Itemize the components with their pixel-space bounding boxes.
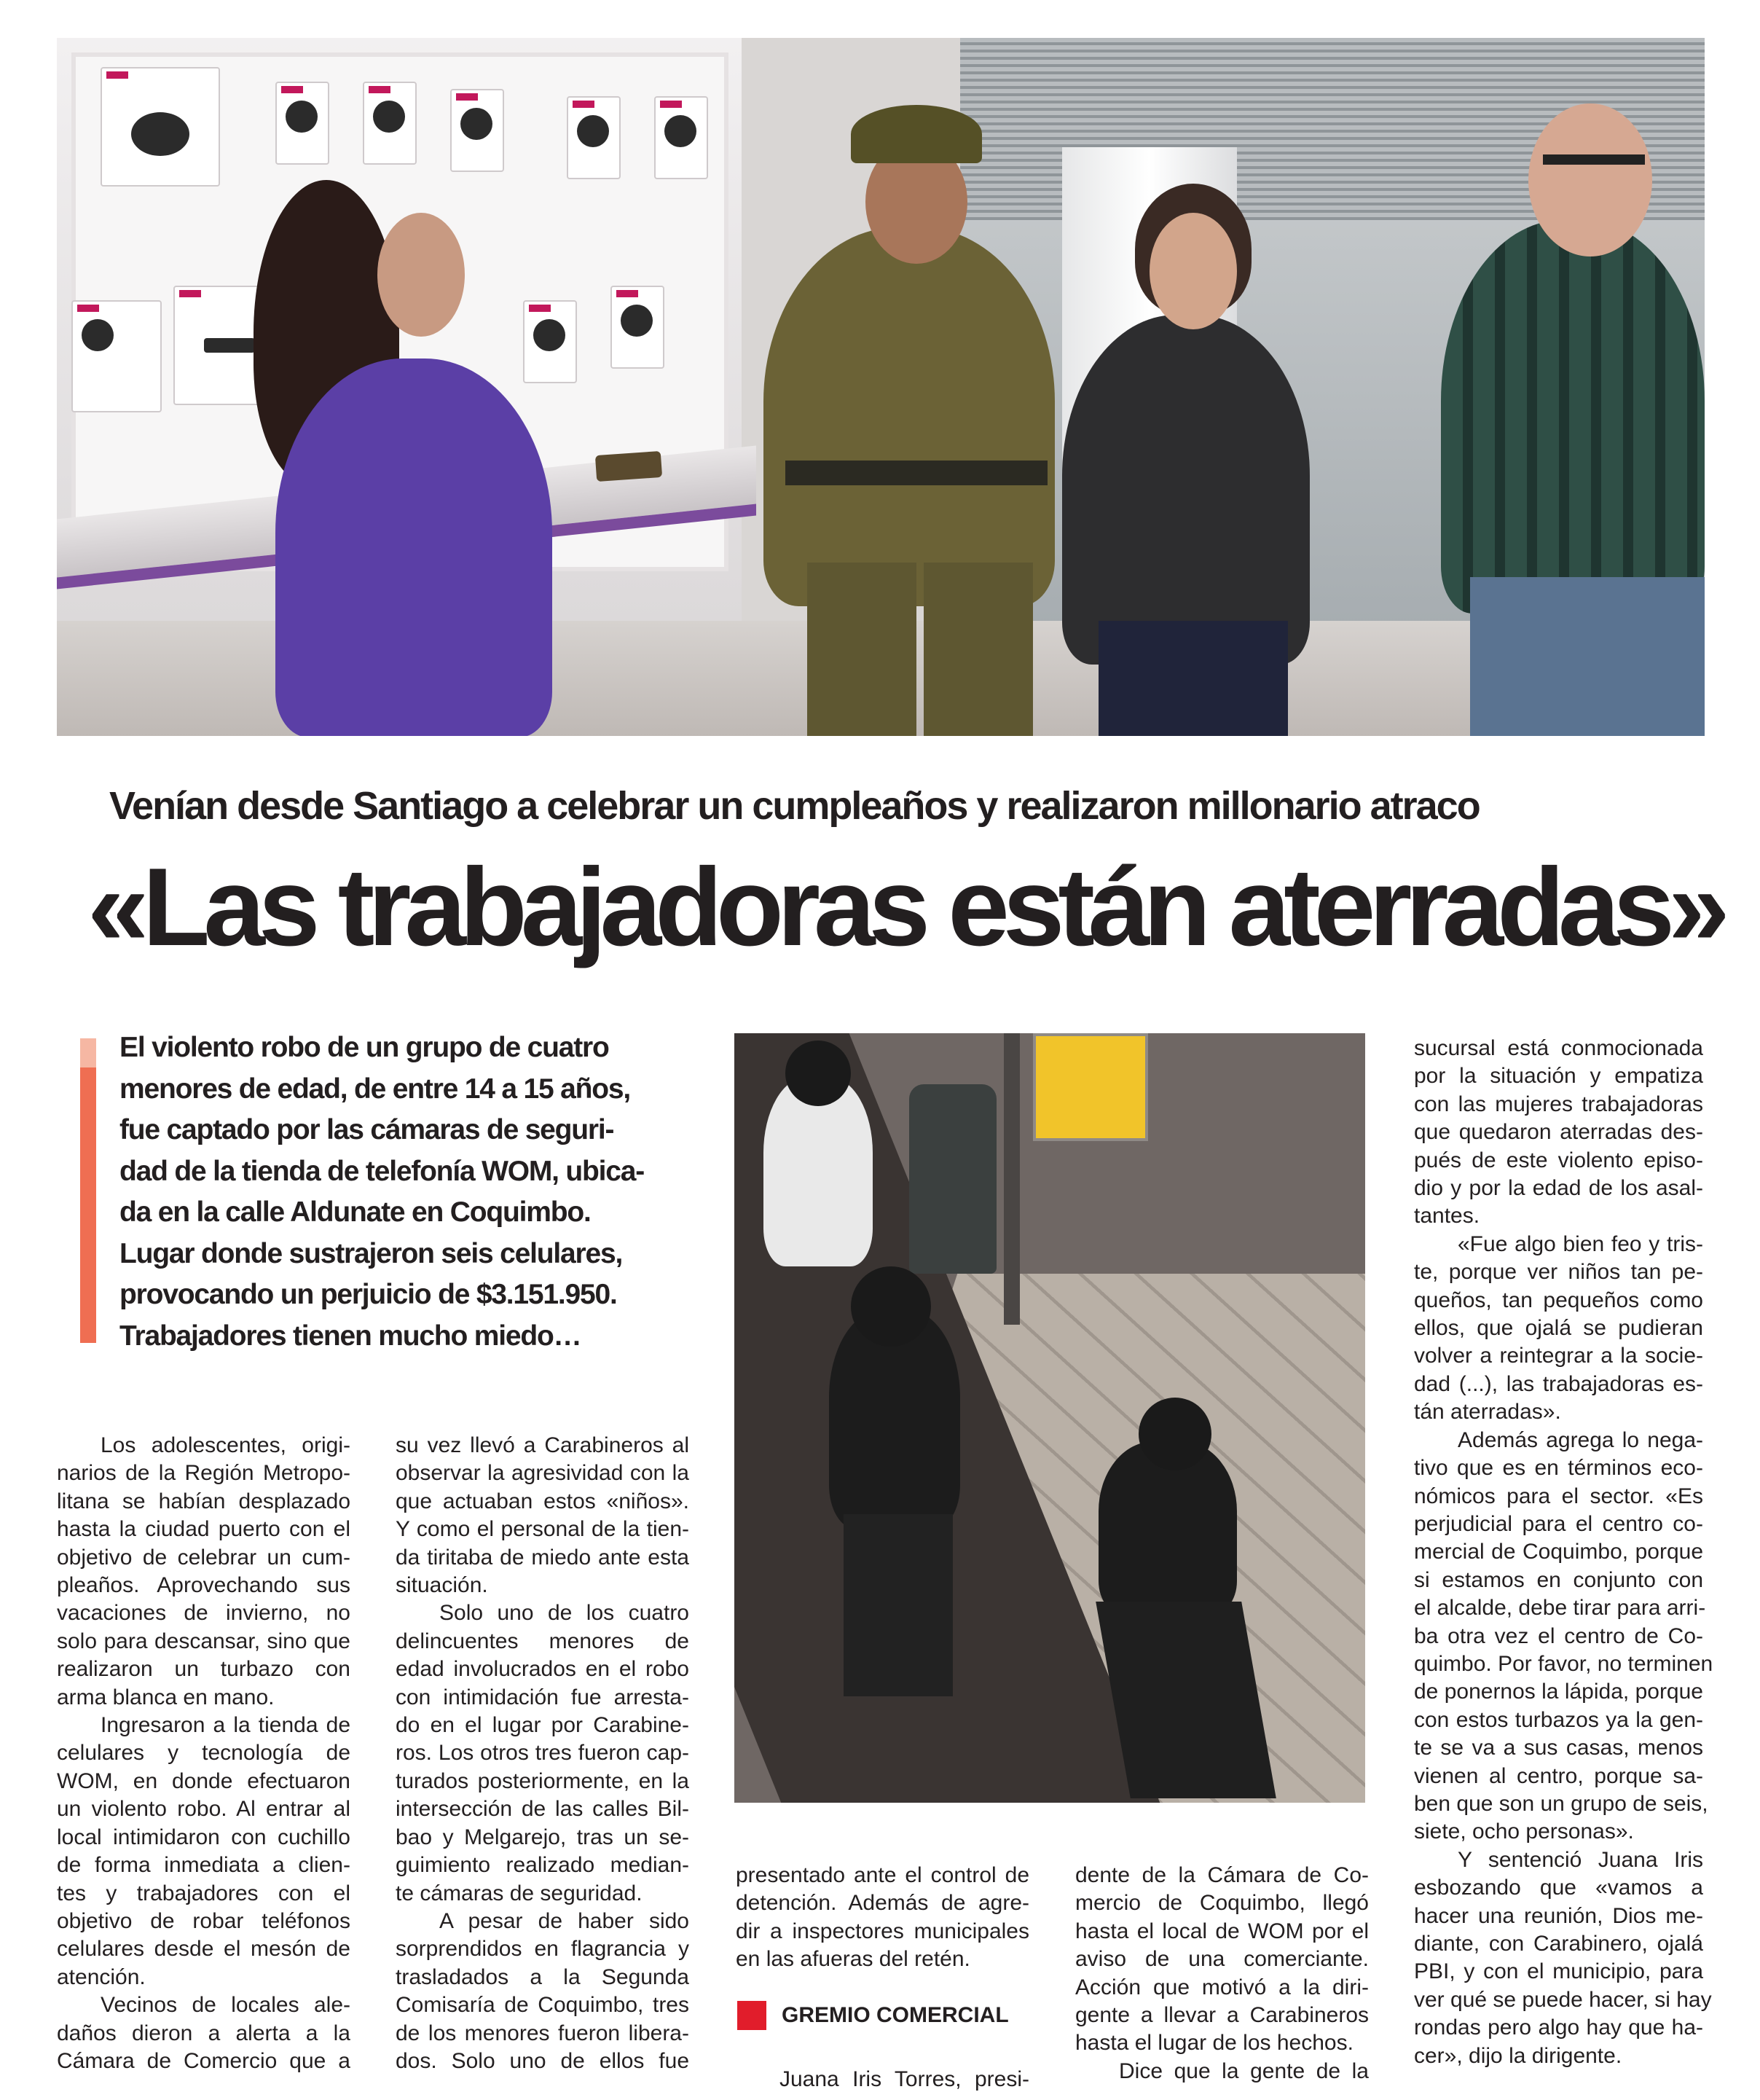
text-line: te, porque ver niños tan pe- (1414, 1260, 1703, 1285)
officer-legs (924, 563, 1033, 736)
text-line: Vecinos de locales ale- (101, 1993, 350, 2018)
text-line: con estos turbazos ya la gen- (1414, 1707, 1703, 1732)
text-line: hasta la ciudad puerto con el (57, 1517, 350, 1542)
trash-bin (909, 1084, 997, 1274)
text-line: atención. (57, 1964, 146, 1989)
product-card (71, 300, 162, 412)
lead-paragraph (119, 1027, 673, 1357)
officer-belt (785, 461, 1048, 485)
text-line: de ponernos la lápida, porque (1414, 1680, 1703, 1704)
text-line: edad involucrados en el robo (396, 1657, 689, 1682)
text-line: cer», dijo la dirigente. (1414, 2043, 1622, 2068)
text-line: perjudicial para el centro co- (1414, 1511, 1703, 1536)
text-line: hasta el lugar de los hechos. (1075, 2031, 1354, 2056)
text-line: Los adolescentes, origi- (101, 1433, 350, 1457)
product-card (450, 89, 504, 172)
man-jeans (1470, 577, 1705, 736)
text-line: que quedaron aterradas des- (1414, 1120, 1703, 1145)
text-line: delincuentes menores de (396, 1629, 689, 1653)
text-line: WOM, en donde efectuaron (57, 1768, 350, 1793)
woman-trousers (1099, 621, 1288, 736)
text-line: Juana Iris Torres, presi- (779, 2067, 1029, 2091)
text-line: con las mujeres trabajadoras (1414, 1092, 1703, 1116)
text-line: dio y por la edad de los asal- (1414, 1176, 1703, 1201)
text-line: quimbo. Por favor, no terminen (1414, 1651, 1713, 1676)
body-column-3-continued (736, 2066, 1029, 2093)
text-line: te se va a sus casas, menos (1414, 1736, 1703, 1760)
text-line: mercial de Coquimbo, porque (1414, 1540, 1703, 1564)
text-line: esbozando que «vamos a (1414, 1876, 1703, 1900)
teen-head (1139, 1398, 1211, 1470)
text-line: ben que son un grupo de seis, (1414, 1791, 1708, 1816)
yellow-planter (1033, 1033, 1148, 1141)
lead-accent-bar-top (80, 1038, 96, 1067)
text-line: narios de la Región Metropo- (57, 1461, 350, 1486)
text-line: objetivo de robar teléfonos (57, 1908, 350, 1933)
woman-face (1150, 213, 1237, 329)
text-line: Acción que motivó a la diri- (1075, 1975, 1369, 1999)
text-line: solo para descansar, sino que (57, 1629, 350, 1653)
text-line: Dice que la gente de la (1119, 2058, 1369, 2083)
text-line: vacaciones de invierno, no (57, 1601, 350, 1626)
text-line: turados posteriormente, en la (396, 1768, 689, 1793)
text-line: objetivo de celebrar un cum- (57, 1545, 350, 1570)
text-line: litana se habían desplazado (57, 1489, 350, 1513)
lead-accent-bar (80, 1067, 96, 1343)
text-line: celulares desde el mesón de (57, 1937, 350, 1962)
text-line: tán aterradas». (1414, 1400, 1561, 1425)
text-line: PBI, y con el municipio, para (1414, 1959, 1703, 1984)
lead-line: fue captado por las cámaras de seguri- (119, 1114, 614, 1145)
subheading: GREMIO COMERCIAL (782, 2003, 1009, 2027)
lead-line: provocando un perjuicio de $3.151.950. (119, 1279, 617, 1310)
text-line: mercio de Coquimbo, llegó (1075, 1891, 1369, 1916)
street-pole (1004, 1033, 1020, 1325)
text-line: dad (...), las trabajadoras es- (1414, 1371, 1703, 1396)
officer-uniform (763, 227, 1055, 606)
text-line: volver a reintegrar a la socie- (1414, 1344, 1703, 1368)
text-line: rondas pero algo hay que ha- (1414, 2015, 1703, 2040)
product-card (275, 82, 329, 165)
text-line: do en el lugar por Carabine- (396, 1713, 689, 1738)
man-plaid-shirt (1441, 220, 1705, 614)
text-line: situación. (396, 1573, 488, 1598)
text-line: pleaños. Aprovechando sus (57, 1573, 350, 1598)
phone-on-counter (595, 451, 662, 482)
text-line: Y sentenció Juana Iris (1458, 1847, 1703, 1872)
text-line: aviso de una comerciante. (1075, 1947, 1369, 1972)
text-line: ellos, que ojalá se pudieran (1414, 1316, 1703, 1341)
text-line: te cámaras de seguridad. (396, 1881, 643, 1905)
text-line: que actuaban estos «niños». (396, 1489, 689, 1513)
kicker: Venían desde Santiago a celebrar un cumpleaños y realizaron millonario atraco (109, 784, 1480, 828)
text-line: dente de la Cámara de Co- (1075, 1863, 1369, 1887)
teen-head (785, 1041, 851, 1106)
officer-legs (807, 563, 916, 736)
text-line: por la situación y empatiza (1414, 1064, 1703, 1089)
text-line: ver qué se puede hacer, si hay (1414, 1987, 1712, 2012)
text-line: tivo que es en términos eco- (1414, 1456, 1703, 1481)
teen-head (851, 1266, 931, 1347)
text-line: arma blanca en mano. (57, 1685, 275, 1709)
text-line: ros. Los otros tres fueron cap- (396, 1741, 689, 1766)
woman-black-jacket (1062, 315, 1310, 665)
text-line: de forma inmediata a clien- (57, 1853, 350, 1878)
text-line: de los menores fueron libera- (396, 2021, 689, 2045)
text-line: nómicos para el sector. «Es (1414, 1484, 1703, 1508)
lead-line: da en la calle Aldunate en Coquimbo. (119, 1196, 591, 1228)
teen-legs (844, 1514, 953, 1696)
text-line: tantes. (1414, 1204, 1480, 1229)
text-line: daños dieron a alerta a la (57, 2021, 350, 2045)
text-line: sorprendidos en flagrancia y (396, 1937, 689, 1962)
text-line: celulares y tecnología de (57, 1741, 350, 1766)
lead-line: dad de la tienda de telefonía WOM, ubica- (119, 1155, 645, 1187)
text-line: Y como el personal de la tien- (396, 1517, 689, 1542)
text-line: Ingresaron a la tienda de (101, 1713, 350, 1738)
product-card (567, 96, 621, 179)
text-line: realizaron un turbazo con (57, 1657, 350, 1682)
text-line: queños, tan pequeños como (1414, 1288, 1703, 1312)
text-line: dir a inspectores municipales (736, 1919, 1029, 1943)
text-line: A pesar de haber sido (439, 1908, 689, 1933)
lead-line: El violento robo de un grupo de cuatro (119, 1032, 609, 1063)
text-line: Solo uno de los cuatro (439, 1601, 689, 1626)
text-line: dos. Solo uno de ellos fue (396, 2048, 689, 2073)
body-column-5 (1414, 1035, 1713, 2070)
text-line: hasta el local de WOM por el (1075, 1919, 1369, 1943)
body-column-1 (57, 1432, 350, 2075)
headphones-box (101, 67, 220, 187)
man-face (1528, 103, 1652, 256)
lead-line: menores de edad, de entre 14 a 15 años, (119, 1073, 631, 1105)
text-line: el alcalde, debe tirar para arri- (1414, 1596, 1706, 1621)
text-line: siete, ocho personas». (1414, 1819, 1634, 1844)
text-line: «Fue algo bien feo y tris- (1458, 1231, 1703, 1256)
text-line: Cámara de Comercio que a (57, 2048, 350, 2073)
text-line: si estamos en conjunto con (1414, 1567, 1703, 1592)
text-line: Además agrega lo nega- (1458, 1427, 1703, 1452)
hero-photo (57, 38, 1705, 736)
text-line: Comisaría de Coquimbo, tres (396, 1993, 689, 2018)
text-line: local intimidaron con cuchillo (57, 1825, 350, 1849)
text-line: da tiritaba de miedo ante esta (396, 1545, 689, 1570)
text-line: pués de este violento episo- (1414, 1148, 1703, 1172)
body-column-3 (736, 1862, 1029, 1974)
text-line: hacer una reunión, Dios me- (1414, 1903, 1703, 1928)
text-line: sucursal está conmocionada (1414, 1036, 1703, 1060)
text-line: con intimidación fue arresta- (396, 1685, 689, 1709)
text-line: tes y trabajadores con el (57, 1881, 350, 1905)
text-line: su vez llevó a Carabineros al (396, 1433, 689, 1457)
glasses-icon (1543, 154, 1645, 165)
product-card (610, 286, 664, 369)
text-line: intersección de las calles Bil- (396, 1797, 689, 1822)
headline: «Las trabajadoras están aterradas» (87, 845, 1724, 969)
text-line: bao y Melgarejo, tras un se- (396, 1825, 689, 1849)
subheading-marker (737, 2001, 766, 2030)
officer-cap (851, 105, 982, 163)
text-line: ba otra vez el centro de Co- (1414, 1623, 1703, 1648)
lead-line: Trabajadores tienen mucho miedo… (119, 1320, 581, 1352)
woman-purple-sweater (275, 359, 552, 736)
text-line: observar la agresividad con la (396, 1461, 689, 1486)
security-camera-photo (734, 1033, 1365, 1803)
woman-face (377, 213, 465, 337)
text-line: trasladados a la Segunda (396, 1964, 689, 1989)
body-column-2 (396, 1432, 689, 2075)
text-line: un violento robo. Al entrar al (57, 1797, 350, 1822)
product-card (654, 96, 708, 179)
text-line: guimiento realizado median- (396, 1853, 689, 1878)
text-line: detención. Además de agre- (736, 1891, 1029, 1916)
lead-line: Lugar donde sustrajeron seis celulares, (119, 1237, 623, 1269)
text-line: gente a llevar a Carabineros (1075, 2003, 1369, 2028)
product-card (523, 300, 577, 383)
text-line: diante, con Carabinero, ojalá (1414, 1932, 1703, 1956)
text-line: en las afueras del retén. (736, 1947, 970, 1972)
product-card (363, 82, 417, 165)
body-column-4 (1075, 1862, 1369, 2085)
text-line: presentado ante el control de (736, 1863, 1029, 1887)
text-line: vienen al centro, porque sa- (1414, 1763, 1703, 1788)
